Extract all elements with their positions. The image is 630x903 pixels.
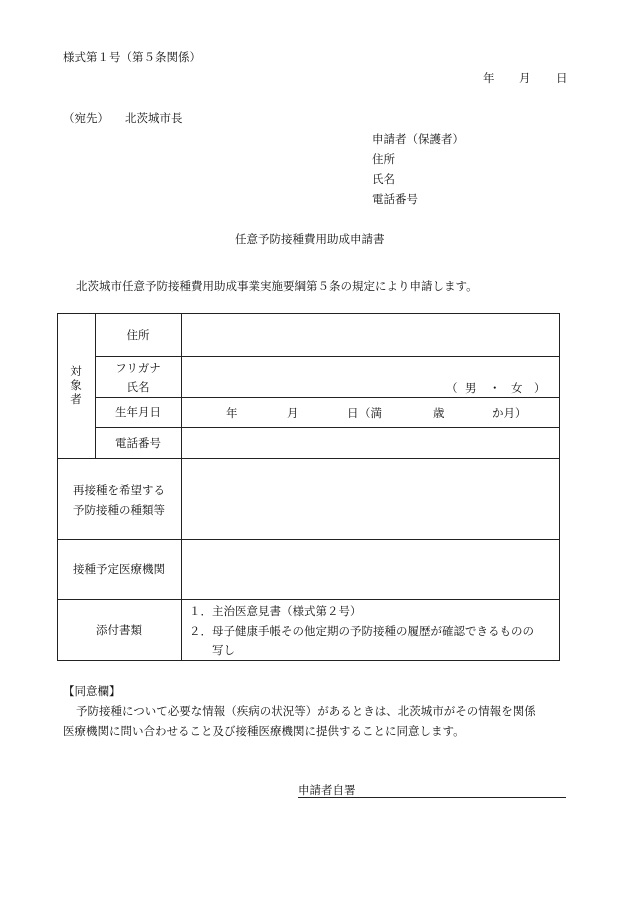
attachment-item-2: ２．母子健康手帳その他定期の予防接種の履歴が確認できるものの bbox=[189, 624, 534, 638]
sex-male-option[interactable]: 男 bbox=[465, 381, 477, 395]
age-years-unit: 歳 bbox=[433, 406, 445, 420]
addressee-name: 北茨城市長 bbox=[125, 111, 183, 125]
applicant-name-label: 氏名 bbox=[372, 172, 395, 186]
age-months-unit: か月） bbox=[492, 406, 527, 420]
intro-text: 北茨城市任意予防接種費用助成事業実施要綱第５条の規定により申請します。 bbox=[76, 279, 478, 293]
sex-open-paren: （ bbox=[446, 381, 458, 395]
age-open: （満 bbox=[359, 406, 382, 420]
subject-address-field[interactable] bbox=[182, 314, 559, 356]
applicant-phone-label: 電話番号 bbox=[372, 192, 418, 206]
attachment-item-1: １．主治医意見書（様式第２号） bbox=[189, 604, 362, 618]
revaccination-field[interactable] bbox=[182, 459, 559, 539]
subject-address-label: 住所 bbox=[126, 327, 150, 342]
addressee-prefix: （宛先） bbox=[63, 111, 109, 125]
birth-day-unit: 日 bbox=[347, 406, 359, 420]
furigana-label: フリガナ bbox=[115, 361, 161, 375]
consent-text-line2: 医療機関に問い合わせること及び接種医療機関に提供することに同意します。 bbox=[63, 724, 465, 738]
signature-line[interactable] bbox=[298, 797, 566, 798]
birth-year-unit: 年 bbox=[226, 406, 238, 420]
birthdate-label: 生年月日 bbox=[115, 405, 161, 419]
birth-month-unit: 月 bbox=[287, 406, 299, 420]
form-number: 様式第１号（第５条関係） bbox=[63, 50, 201, 64]
revaccination-label-line1: 再接種を希望する bbox=[73, 483, 165, 497]
subject-phone-field[interactable] bbox=[182, 428, 559, 458]
attachments-label: 添付書類 bbox=[96, 623, 142, 637]
sex-separator: ・ bbox=[489, 381, 501, 395]
date-year-label: 年 bbox=[483, 71, 495, 85]
subject-name-field[interactable] bbox=[182, 357, 442, 397]
subject-label: 対 象 者 bbox=[70, 364, 82, 406]
signature-label: 申請者自署 bbox=[298, 783, 356, 797]
applicant-title: 申請者（保護者） bbox=[372, 132, 464, 146]
consent-text-line1: 予防接種について必要な情報（疾病の状況等）があるときは、北茨城市がその情報を関係 bbox=[76, 704, 536, 718]
sex-close-paren: ） bbox=[534, 381, 546, 395]
subject-phone-label: 電話番号 bbox=[115, 435, 161, 450]
document-title: 任意予防接種費用助成申請書 bbox=[235, 232, 385, 246]
facility-field[interactable] bbox=[182, 540, 559, 599]
attachment-item-2-cont: 写し bbox=[212, 643, 235, 657]
date-month-label: 月 bbox=[519, 71, 531, 85]
revaccination-label-line2: 予防接種の種類等 bbox=[73, 503, 165, 517]
consent-heading: 【同意欄】 bbox=[63, 684, 121, 698]
facility-label: 接種予定医療機関 bbox=[73, 562, 165, 576]
subject-name-label: 氏名 bbox=[126, 380, 150, 394]
applicant-address-label: 住所 bbox=[372, 152, 395, 166]
date-day-label: 日 bbox=[556, 71, 568, 85]
sex-female-option[interactable]: 女 bbox=[511, 381, 523, 395]
